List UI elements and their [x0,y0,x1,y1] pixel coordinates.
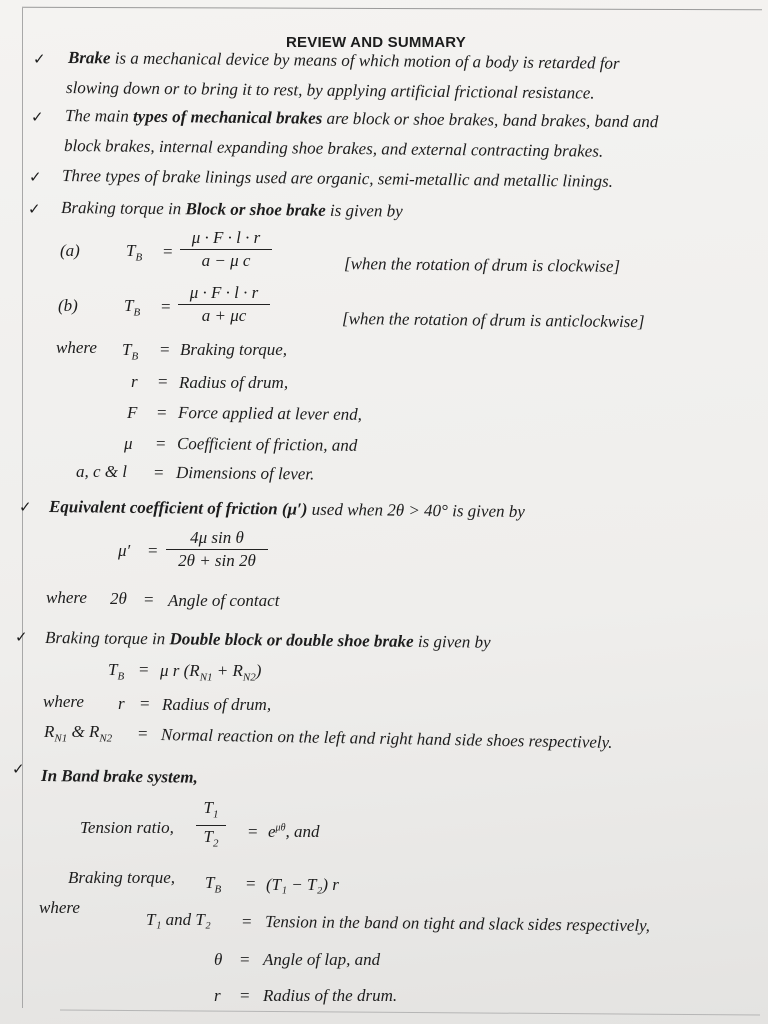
item5-intro [49,497,525,522]
braking-torque-label: Braking torque, [68,868,176,887]
item6-def1-desc: Radius of drum, [162,695,272,714]
eq-a-lhs: $T_B$ [126,241,143,264]
band-def-eq: = [240,950,250,969]
item6-where: where [43,692,84,711]
item2-line1 [65,106,659,132]
def-desc: Force applied at lever end, [177,403,363,424]
def-sym-f: F [127,403,138,422]
def-desc: Dimensions of lever. [175,463,315,484]
eq-a-fraction [180,228,272,272]
def-desc: Braking torque, [180,340,288,359]
item5-bold: Equivalent coefficient of friction (μ′) [48,497,308,519]
item5-def-eq: = [144,590,154,609]
def-eq: = [154,463,164,482]
eq-b-equals: = [161,297,171,316]
def-eq: = [158,372,168,391]
eq-b-denominator: a + μc [201,306,247,325]
item5-numerator: 4μ sin θ [166,528,268,550]
item6-def2-sym: $R_{N1}$ & $R_{N2}$ [44,722,113,745]
check-icon: ✓ [15,628,28,646]
tension-ratio-label: Tension ratio, [80,818,174,837]
def-eq: = [156,434,166,453]
band-def-eq: = [240,986,250,1005]
item6-def1-eq: = [140,694,150,713]
eq-a-numerator: μ · F · l · r [180,228,272,250]
def-desc: Coefficient of friction, and [176,434,358,455]
eq-b-note: [when the rotation of drum is anticlockwise] [341,309,645,332]
eq-a-denominator: a − μ c [201,251,251,270]
band-def-sym: T₁ and T₂ [146,910,211,929]
band-def-desc: Radius of the drum. [263,986,398,1005]
tension-equals: = [248,822,258,841]
item6-intro [45,628,491,653]
item2-line2: block brakes, internal expanding shoe brakes, and external contracting brakes. [63,136,604,161]
eq-a-label: (a) [60,241,80,260]
item1-line1 [68,48,620,74]
item6-post: is given by [417,631,491,652]
item5-fraction [166,528,268,572]
tension-fraction [196,798,226,855]
item7-where: where [39,898,80,917]
eq-b-fraction [178,283,270,327]
tension-numerator: $T_1$ [196,798,226,826]
def-sym-tb: $T_B$ [122,340,139,363]
check-icon: ✓ [33,50,46,68]
check-icon: ✓ [19,498,32,516]
band-rhs: (T₁ − T₂) r [266,875,339,894]
item2-line1-rest: are block or shoe brakes, band brakes, band and [326,108,659,132]
eq-a-note: [when the rotation of drum is clockwise] [343,254,621,276]
item4-bold: Block or shoe brake [185,199,326,220]
item6-def1-sym: r [118,694,125,713]
band-equals: = [246,874,256,893]
item7-heading: In Band brake system, [40,766,198,787]
eq-b-label: (b) [58,296,78,315]
item5-lhs: μ′ [118,541,131,560]
check-icon: ✓ [28,200,41,218]
tension-denominator: $T_2$ [203,827,219,850]
eq-b-lhs: $T_B$ [124,296,141,319]
item1-line2: slowing down or to bring it to rest, by applying artificial frictional resistance. [65,78,595,103]
item6-bold: Double block or double shoe brake [169,629,414,651]
def-eq: = [157,403,167,422]
eq-a-equals: = [163,242,173,261]
item6-def2-eq: = [138,724,148,743]
tension-rhs: $e^{\mu\theta}$, and [268,822,320,841]
band-def-eq: = [242,912,252,931]
def-desc: Radius of drum, [179,373,289,392]
band-lhs: $T_B$ [205,873,222,896]
item1-line1-rest: is a mechanical device by means of which motion of a body is retarded for [114,48,620,73]
item4-post: is given by [329,200,403,221]
band-def-desc: Angle of lap, and [263,950,381,969]
section-heading: REVIEW AND SUMMARY [286,34,466,51]
item4-intro [61,198,403,222]
def-sym-mu: μ [124,434,133,453]
check-icon: ✓ [12,760,25,778]
item6-equals: = [139,660,149,679]
item4-pre: Braking torque in [60,198,182,219]
item6-pre: Braking torque in [44,628,166,649]
item5-def-desc: Angle of contact [168,591,280,610]
bottom-border [60,1010,760,1016]
item5-equals: = [148,541,158,560]
item6-def2-desc: Normal reaction on the left and right hand side shoes respectively. [160,725,613,752]
top-border [22,7,762,11]
def-sym-r: r [131,372,138,391]
check-icon: ✓ [31,108,44,126]
check-icon: ✓ [29,168,42,186]
item2-pre: The main [64,106,129,126]
item5-def-sym: 2θ [110,589,127,608]
band-def-sym: r [214,986,221,1005]
item1-term: Brake [67,48,111,68]
item2-bold: types of mechanical brakes [132,106,323,128]
band-def-desc: Tension in the band on tight and slack sides respectively, [264,912,651,936]
item6-rhs: μ r $(R_{N1} + R_{N2})$ [160,661,262,684]
item5-post: used when 2θ > 40° is given by [311,499,525,521]
item4-where: where [56,338,97,357]
item5-where: where [46,588,87,607]
item3-text: Three types of brake linings used are organic, semi-metallic and metallic linings. [61,166,614,191]
def-sym-acl: a, c & l [76,462,127,481]
eq-b-numerator: μ · F · l · r [178,283,270,305]
item6-lhs: $T_B$ [108,660,125,683]
def-eq: = [160,340,170,359]
band-def-sym: θ [214,950,223,969]
item5-denominator: 2θ + sin 2θ [178,551,256,570]
